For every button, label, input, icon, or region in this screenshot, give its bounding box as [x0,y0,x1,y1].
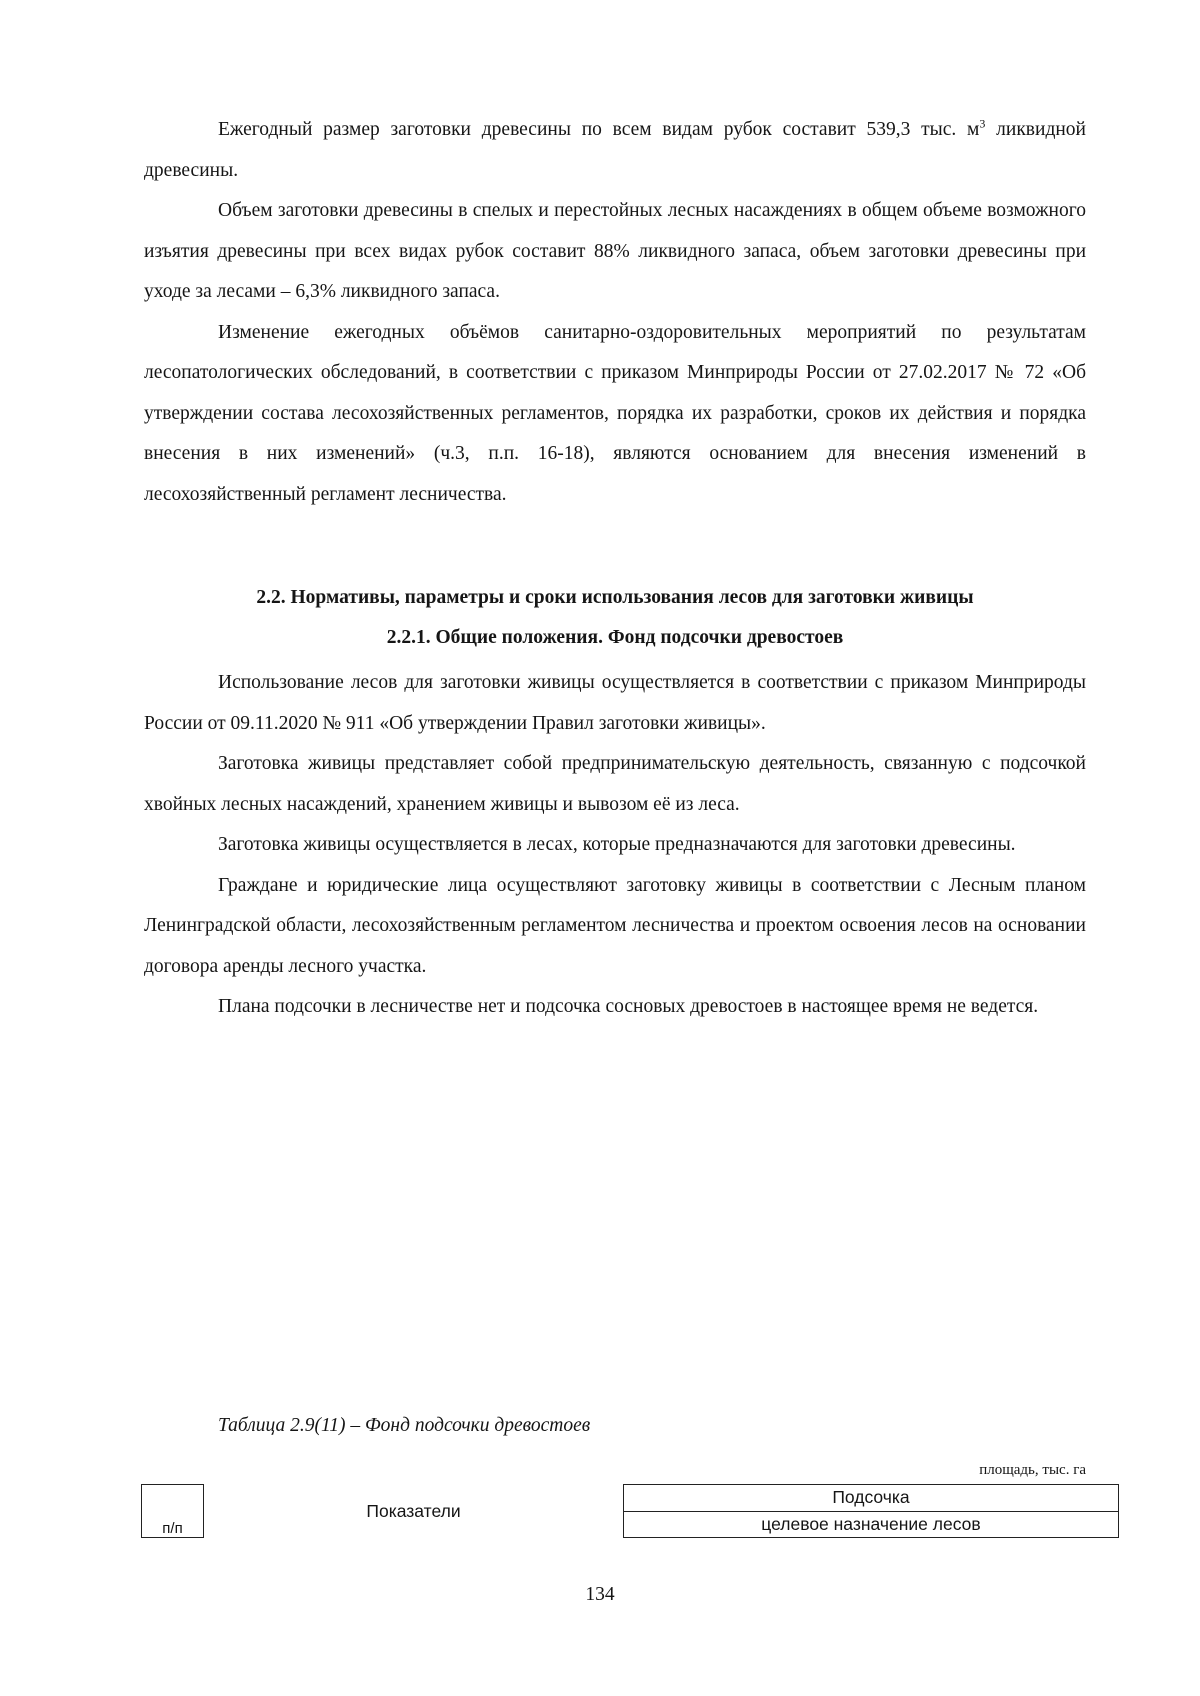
header-number: п/п [142,1485,204,1538]
paragraph-resin-forests: Заготовка живицы осуществляется в лесах, которые предназначаются для заготовки древесины. [218,834,1016,855]
table-caption: Таблица 2.9(11) – Фонд подсочки древостоев [218,1415,591,1436]
subsection-heading: 2.2.1. Общие положения. Фонд подсочки древостоев [386,627,844,648]
paragraph-resin-rules: Использование лесов для заготовки живицы осуществляется в соответствии с приказом Минприроды России от 09.11.2020 № 911 «Об утверждении Правил заготовки живицы». [144,672,1086,734]
section-heading: 2.2. Нормативы, параметры и сроки использования лесов для заготовки живицы [256,587,974,608]
paragraph-harvest-share: Объем заготовки древесины в спелых и перестойных лесных насаждениях в общем объеме возможного изъятия древесины при всех видах рубок составит 88% ликвидного запаса, объем заготовки древесины при уходе за лесами – 6,3% ликвидного запаса. [144,200,1086,302]
paragraph-resin-entities: Граждане и юридические лица осуществляют заготовку живицы в соответствии с Лесным планом Ленинградской области, лесохозяйственным регламентом лесничества и проектом освоения лесов на основании договора аренды лесного участка. [144,874,1086,977]
paragraph-harvest-volume: Ежегодный размер заготовки древесины по всем видам рубок составит 539,3 тыс. $м^3$ ликвидной древесины. [144,116,1086,181]
table-blank [1119,1485,1167,1538]
section-paragraphs [144,663,1086,1028]
paragraph-sanitary-changes: Изменение ежегодных объёмов санитарно-оздоровительных мероприятий по результатам лесопатологических обследований, в соответствии с приказом Минприроды России от 27.02.2017 № 72 «Об утверждении состава лесохозяйственных регламентов, порядка их разработки, сроков их действия и порядка внесения в них изменений» (ч.3, п.п. 16-18), являются основанием для внесения изменений в лесохозяйственный регламент лесничества. [144,321,1086,505]
header-podsochka: Подсочка [624,1485,1119,1512]
paragraph-resin-definition: Заготовка живицы представляет собой предпринимательскую деятельность, связанную с подсочкой хвойных лесных насаждений, хранением живицы и вывозом её из леса. [144,753,1086,815]
table-header-row [142,1485,1167,1512]
intro-paragraphs [144,110,1086,515]
page-number: 134 [585,1584,615,1605]
paragraph-resin-plan: Плана подсочки в лесничестве нет и подсочка сосновых древостоев в настоящее время не ведется. [218,996,1039,1017]
header-indicators: Показатели [204,1485,624,1538]
table-unit: площадь, тыс. га [979,1462,1086,1478]
tapping-fund-table [141,1484,1167,1538]
header-purpose: целевое назначение лесов [624,1511,1119,1538]
